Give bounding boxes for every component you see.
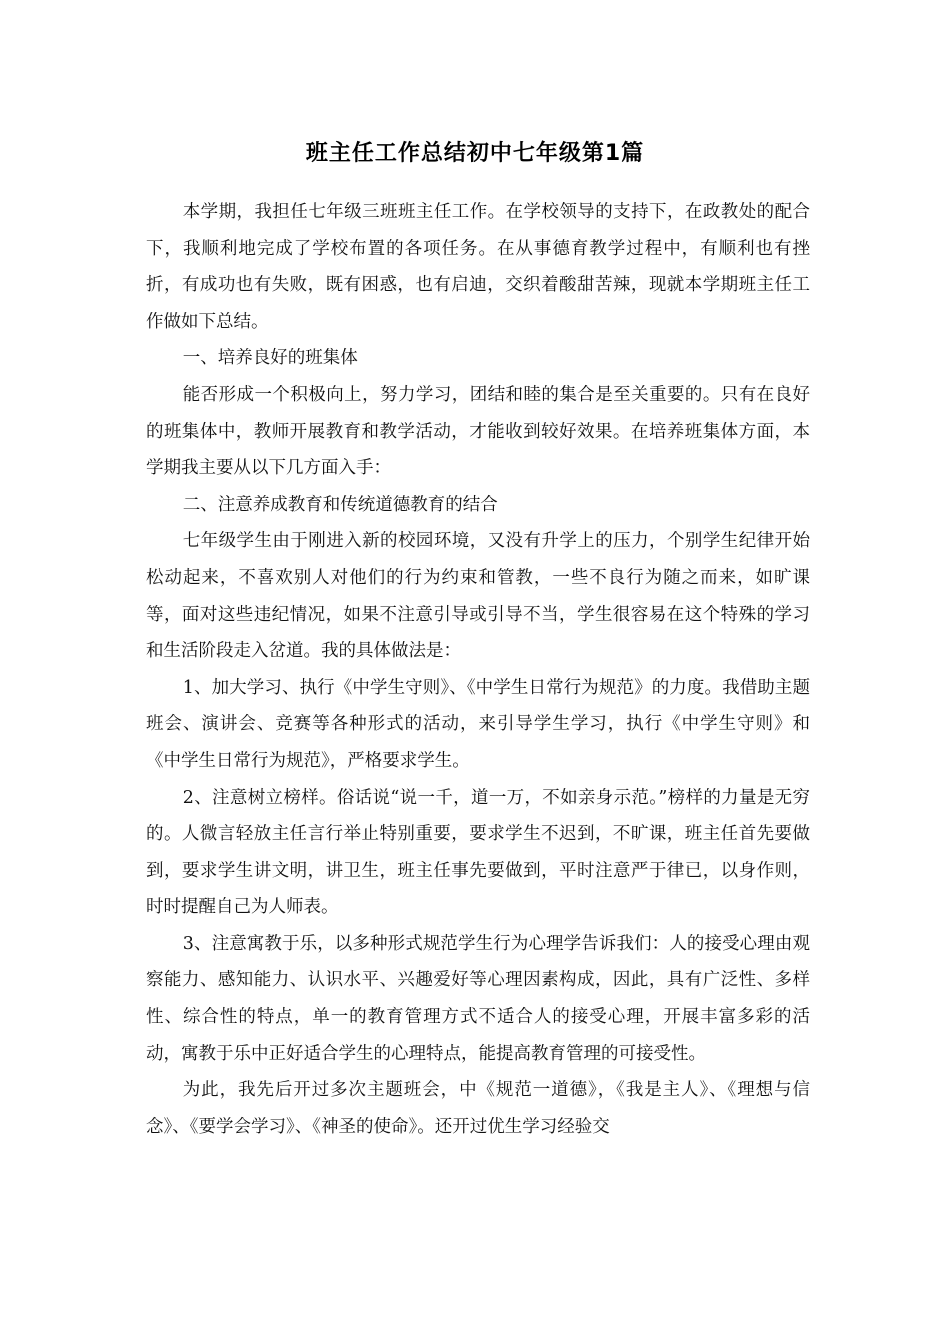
document-body bbox=[146, 194, 810, 1145]
section-heading-1: 一、培养良好的班集体 bbox=[182, 348, 358, 369]
paragraph-class-collective: 能否形成一个积极向上，努力学习，团结和睦的集合是至关重要的。只有在良好的班集体中，教师开展教育和教学活动，才能收到较好效果。在培养班集体方面，本学期我主要从以下几方面入手： bbox=[146, 384, 810, 479]
section-heading-2: 二、注意养成教育和传统道德教育的结合 bbox=[182, 494, 498, 515]
paragraph-seventh-grade: 七年级学生由于刚进入新的校园环境，又没有升学上的压力，个别学生纪律开始松动起来，不喜欢别人对他们的行为约束和管教，一些不良行为随之而来，如旷课等，面对这些违纪情况，如果不注意引导或引导不当，学生很容易在这个特殊的学习和生活阶段走入岔道。我的具体做法是： bbox=[146, 531, 810, 662]
paragraph-theme-meetings: 为此，我先后开过多次主题班会，中《规范一道德》，《我是主人》、《理想与信念》、《要学会学习》、《神圣的使命》。还开过优生学习经验交 bbox=[146, 1080, 810, 1137]
paragraph-item-3: 3、注意寓教于乐，以多种形式规范学生行为心理学告诉我们：人的接受心理由观察能力、感知能力、认识水平、兴趣爱好等心理因素构成，因此，具有广泛性、多样性、综合性的特点，单一的教育管理方式不适合人的接受心理，开展丰富多彩的活动，寓教于乐中正好适合学生的心理特点，能提高教育管理的可接受性。 bbox=[146, 933, 810, 1064]
paragraph-item-2: 2、注意树立榜样。俗话说“说一千，道一万，不如亲身示范。”榜样的力量是无穷的。人微言轻放主任言行举止特别重要，要求学生不迟到，不旷课，班主任首先要做到，要求学生讲文明，讲卫生，班主任事先要做到，平时注意严于律已，以身作则，时时提醒自己为人师表。 bbox=[146, 787, 810, 918]
paragraph-item-1: 1、加大学习、执行《中学生守则》、《中学生日常行为规范》的力度。我借助主题班会、演讲会、竞赛等各种形式的活动，来引导学生学习，执行《中学生守则》和《中学生日常行为规范》，严格要求学生。 bbox=[146, 677, 810, 771]
document-title: 班主任工作总结初中七年级第1篇 bbox=[305, 141, 645, 166]
paragraph-intro: 本学期，我担任七年级三班班主任工作。在学校领导的支持下，在政教处的配合下，我顺利地完成了学校布置的各项任务。在从事德育教学过程中，有顺利也有挫折，有成功也有失败，既有困惑，也有启迪，交织着酸甜苦辣，现就本学期班主任工作做如下总结。 bbox=[146, 202, 810, 332]
